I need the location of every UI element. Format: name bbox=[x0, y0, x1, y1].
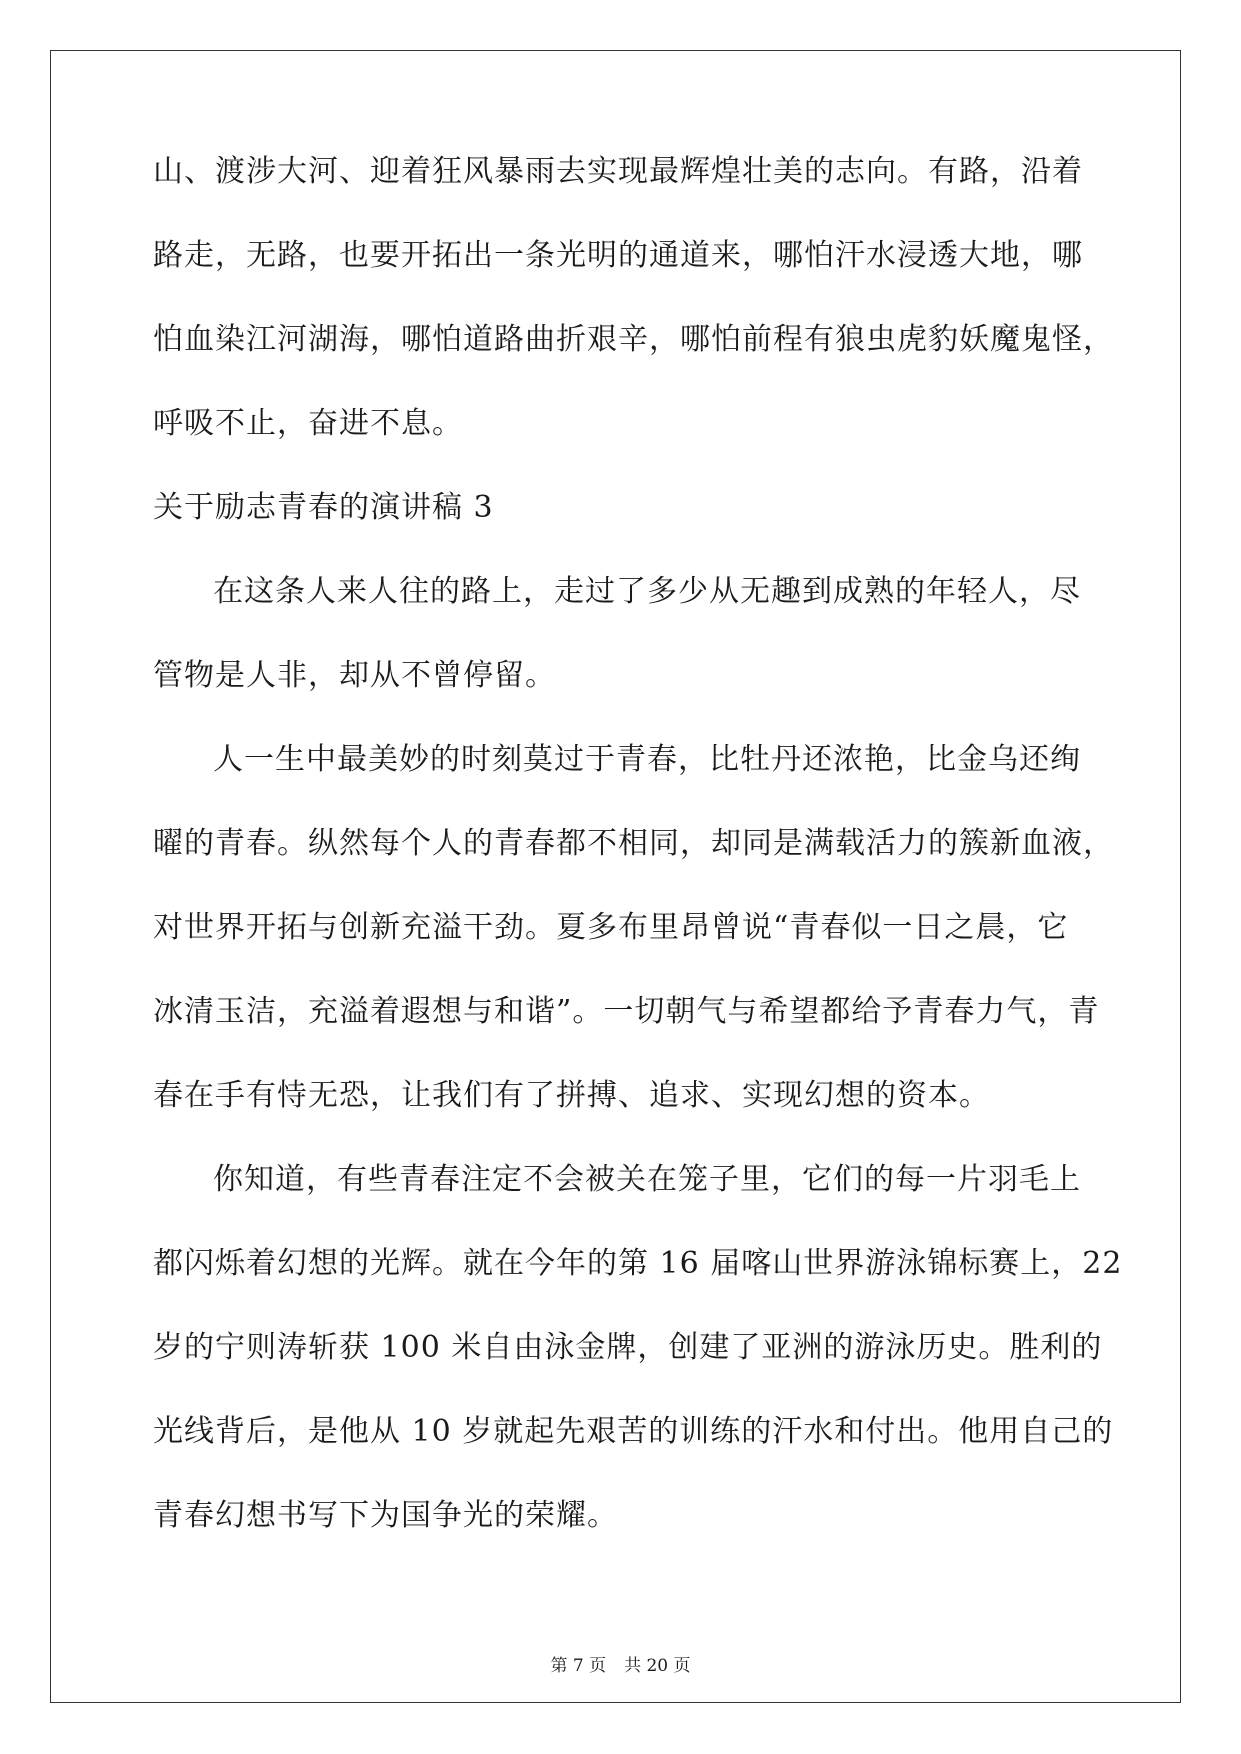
document-body bbox=[153, 154, 1123, 1533]
paragraph-line: 在这条人来人往的路上，走过了多少从无趣到成熟的年轻人，尽 bbox=[213, 574, 1081, 609]
paragraph-line: 冰清玉洁，充溢着遐想与和谐”。一切朝气与希望都给予青春力气，青 bbox=[153, 994, 1100, 1029]
section-heading: 关于励志青春的演讲稿 3 bbox=[153, 490, 494, 525]
paragraph-line: 青春幻想书写下为国争光的荣耀。 bbox=[153, 1498, 618, 1533]
paragraph-line: 春在手有恃无恐，让我们有了拼搏、追求、实现幻想的资本。 bbox=[153, 1078, 990, 1113]
paragraph-line: 曜的青春。纵然每个人的青春都不相同，却同是满载活力的簇新血液， bbox=[153, 826, 1114, 861]
page-total: 共 20 页 bbox=[624, 1656, 691, 1676]
paragraph-line: 你知道，有些青春注定不会被关在笼子里，它们的每一片羽毛上 bbox=[213, 1162, 1081, 1197]
paragraph-line: 人一生中最美妙的时刻莫过于青春，比牡丹还浓艳，比金乌还绚 bbox=[213, 742, 1081, 777]
page-number: 第 7 页 bbox=[550, 1656, 607, 1676]
paragraph-line: 光线背后，是他从 10 岁就起先艰苦的训练的汗水和付出。他用自己的 bbox=[153, 1414, 1114, 1449]
paragraph-line: 呼吸不止，奋进不息。 bbox=[153, 406, 463, 441]
paragraph-line: 岁的宁则涛斩获 100 米自由泳金牌，创建了亚洲的游泳历史。胜利的 bbox=[153, 1330, 1103, 1365]
paragraph-line: 对世界开拓与创新充溢干劲。夏多布里昂曾说“青春似一日之晨，它 bbox=[153, 910, 1069, 945]
paragraph-line: 管物是人非，却从不曾停留。 bbox=[153, 658, 556, 693]
page-footer bbox=[0, 1656, 1241, 1676]
paragraph-line: 怕血染江河湖海，哪怕道路曲折艰辛，哪怕前程有狼虫虎豹妖魔鬼怪， bbox=[153, 322, 1114, 357]
paragraph-line: 路走，无路，也要开拓出一条光明的通道来，哪怕汗水浸透大地，哪 bbox=[153, 238, 1083, 273]
paragraph-line: 山、渡涉大河、迎着狂风暴雨去实现最辉煌壮美的志向。有路，沿着 bbox=[153, 154, 1083, 189]
paragraph-line: 都闪烁着幻想的光辉。就在今年的第 16 届喀山世界游泳锦标赛上，22 bbox=[153, 1246, 1123, 1281]
